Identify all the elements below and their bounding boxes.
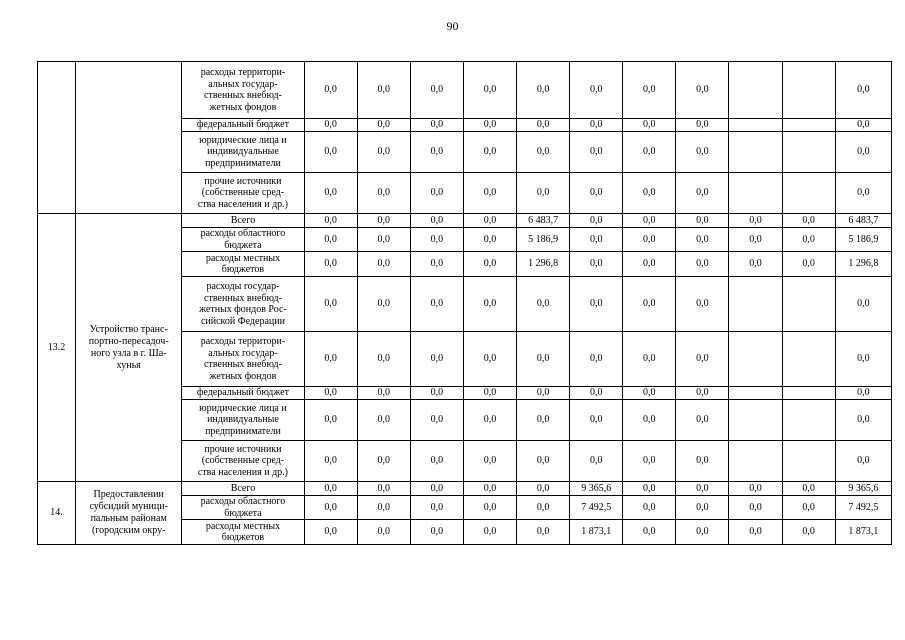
value-cell: 0,0 (463, 400, 516, 441)
value-cell: 0,0 (463, 387, 516, 400)
value-cell: 0,0 (676, 332, 729, 387)
value-cell: 0,0 (676, 496, 729, 520)
value-cell: 0,0 (410, 228, 463, 252)
value-cell: 0,0 (782, 252, 835, 277)
value-cell: 0,0 (463, 482, 516, 496)
funding-source: расходы территори- альных государ- ственных внебюд- жетных фондов (182, 332, 304, 387)
total-cell: 0,0 (835, 332, 891, 387)
funding-source: расходы областного бюджета (182, 496, 304, 520)
value-cell: 0,0 (463, 520, 516, 545)
value-cell: 0,0 (570, 132, 623, 173)
value-cell: 0,0 (623, 441, 676, 482)
item-number: 14. (38, 482, 76, 545)
funding-source: прочие источники (собственные сред- ства населения и др.) (182, 441, 304, 482)
total-cell: 0,0 (835, 119, 891, 132)
value-cell: 0,0 (410, 482, 463, 496)
value-cell: 0,0 (517, 520, 570, 545)
value-cell: 0,0 (782, 228, 835, 252)
value-cell: 0,0 (517, 441, 570, 482)
value-cell: 0,0 (570, 332, 623, 387)
value-cell: 5 186,9 (517, 228, 570, 252)
value-cell: 0,0 (463, 332, 516, 387)
value-cell: 0,0 (570, 441, 623, 482)
value-cell: 0,0 (463, 228, 516, 252)
value-cell: 0,0 (623, 387, 676, 400)
value-cell: 0,0 (517, 132, 570, 173)
value-cell: 0,0 (676, 387, 729, 400)
table-row (38, 214, 892, 228)
value-cell: 0,0 (463, 173, 516, 214)
value-cell (782, 332, 835, 387)
financing-table (37, 61, 892, 545)
value-cell: 0,0 (517, 277, 570, 332)
value-cell: 0,0 (782, 482, 835, 496)
item-number (38, 62, 76, 214)
value-cell: 0,0 (304, 132, 357, 173)
item-name: Устройство транс- портно-пересадоч- ного узла в г. Ша- хунья (76, 214, 182, 482)
value-cell: 0,0 (357, 228, 410, 252)
funding-source: Всего (182, 482, 304, 496)
value-cell: 0,0 (357, 62, 410, 119)
value-cell: 0,0 (357, 332, 410, 387)
value-cell: 0,0 (623, 400, 676, 441)
value-cell: 0,0 (410, 62, 463, 119)
funding-source: прочие источники (собственные сред- ства населения и др.) (182, 173, 304, 214)
value-cell: 0,0 (304, 400, 357, 441)
value-cell (729, 332, 782, 387)
value-cell: 0,0 (304, 277, 357, 332)
value-cell: 0,0 (676, 277, 729, 332)
funding-source: юридические лица и индивидуальные предприниматели (182, 132, 304, 173)
value-cell: 0,0 (410, 400, 463, 441)
total-cell: 7 492,5 (835, 496, 891, 520)
value-cell: 0,0 (304, 496, 357, 520)
value-cell: 0,0 (517, 400, 570, 441)
value-cell: 0,0 (410, 520, 463, 545)
funding-source: Всего (182, 214, 304, 228)
total-cell: 6 483,7 (835, 214, 891, 228)
value-cell: 1 296,8 (517, 252, 570, 277)
value-cell (782, 132, 835, 173)
value-cell (782, 62, 835, 119)
value-cell: 0,0 (676, 252, 729, 277)
value-cell: 0,0 (676, 520, 729, 545)
value-cell: 0,0 (517, 119, 570, 132)
value-cell: 0,0 (410, 132, 463, 173)
value-cell: 0,0 (304, 441, 357, 482)
value-cell (782, 173, 835, 214)
value-cell: 0,0 (357, 441, 410, 482)
value-cell: 0,0 (570, 252, 623, 277)
funding-source: расходы местных бюджетов (182, 520, 304, 545)
value-cell: 0,0 (729, 496, 782, 520)
value-cell (729, 441, 782, 482)
value-cell: 0,0 (357, 277, 410, 332)
value-cell: 0,0 (623, 496, 676, 520)
value-cell: 0,0 (357, 482, 410, 496)
value-cell: 0,0 (570, 277, 623, 332)
value-cell: 0,0 (304, 214, 357, 228)
value-cell: 0,0 (623, 482, 676, 496)
value-cell: 0,0 (676, 400, 729, 441)
value-cell: 0,0 (570, 62, 623, 119)
total-cell: 0,0 (835, 400, 891, 441)
value-cell: 0,0 (463, 132, 516, 173)
value-cell: 0,0 (570, 173, 623, 214)
value-cell (729, 387, 782, 400)
value-cell: 0,0 (304, 482, 357, 496)
value-cell: 0,0 (357, 173, 410, 214)
value-cell: 0,0 (570, 214, 623, 228)
value-cell: 0,0 (517, 332, 570, 387)
value-cell: 0,0 (729, 228, 782, 252)
value-cell: 0,0 (304, 332, 357, 387)
value-cell: 0,0 (410, 387, 463, 400)
value-cell: 0,0 (782, 214, 835, 228)
page-number: 90 (446, 19, 459, 33)
value-cell: 0,0 (410, 119, 463, 132)
value-cell: 0,0 (676, 482, 729, 496)
value-cell: 0,0 (304, 119, 357, 132)
value-cell (782, 441, 835, 482)
value-cell: 0,0 (410, 252, 463, 277)
value-cell: 0,0 (463, 119, 516, 132)
value-cell: 0,0 (676, 173, 729, 214)
value-cell (782, 277, 835, 332)
value-cell: 1 873,1 (570, 520, 623, 545)
funding-source: расходы местных бюджетов (182, 252, 304, 277)
value-cell: 0,0 (570, 400, 623, 441)
value-cell: 0,0 (623, 277, 676, 332)
value-cell: 0,0 (570, 119, 623, 132)
value-cell: 0,0 (304, 252, 357, 277)
value-cell (729, 119, 782, 132)
total-cell: 0,0 (835, 387, 891, 400)
value-cell: 0,0 (304, 387, 357, 400)
value-cell (729, 62, 782, 119)
table-row (38, 482, 892, 496)
item-name: Предоставлении субсидий муници- пальным районам (городским окру- (76, 482, 182, 545)
value-cell: 0,0 (570, 387, 623, 400)
value-cell: 0,0 (463, 62, 516, 119)
value-cell: 0,0 (304, 173, 357, 214)
value-cell: 0,0 (463, 496, 516, 520)
total-cell: 0,0 (835, 441, 891, 482)
value-cell: 0,0 (410, 214, 463, 228)
value-cell: 0,0 (623, 173, 676, 214)
value-cell: 0,0 (623, 228, 676, 252)
total-cell: 5 186,9 (835, 228, 891, 252)
value-cell: 0,0 (304, 62, 357, 119)
value-cell: 0,0 (517, 482, 570, 496)
value-cell: 0,0 (410, 496, 463, 520)
value-cell: 0,0 (410, 332, 463, 387)
value-cell: 0,0 (357, 252, 410, 277)
value-cell: 0,0 (570, 228, 623, 252)
value-cell: 0,0 (357, 214, 410, 228)
value-cell: 0,0 (729, 520, 782, 545)
total-cell: 0,0 (835, 132, 891, 173)
value-cell: 0,0 (357, 119, 410, 132)
value-cell: 0,0 (357, 387, 410, 400)
value-cell (729, 132, 782, 173)
total-cell: 1 296,8 (835, 252, 891, 277)
value-cell: 0,0 (676, 228, 729, 252)
total-cell: 0,0 (835, 277, 891, 332)
total-cell: 1 873,1 (835, 520, 891, 545)
value-cell (782, 119, 835, 132)
value-cell: 0,0 (357, 520, 410, 545)
funding-source: федеральный бюджет (182, 387, 304, 400)
value-cell: 0,0 (463, 277, 516, 332)
value-cell: 0,0 (463, 214, 516, 228)
value-cell: 0,0 (676, 119, 729, 132)
value-cell: 0,0 (782, 520, 835, 545)
total-cell: 0,0 (835, 62, 891, 119)
value-cell: 0,0 (676, 441, 729, 482)
funding-source: расходы государ- ственных внебюд- жетных фондов Рос- сийской Федерации (182, 277, 304, 332)
value-cell: 0,0 (729, 252, 782, 277)
total-cell: 9 365,6 (835, 482, 891, 496)
value-cell: 0,0 (676, 214, 729, 228)
value-cell: 0,0 (623, 520, 676, 545)
value-cell: 0,0 (517, 62, 570, 119)
value-cell: 0,0 (463, 441, 516, 482)
item-name (76, 62, 182, 214)
value-cell: 9 365,6 (570, 482, 623, 496)
value-cell: 0,0 (463, 252, 516, 277)
funding-source: расходы территори- альных государ- ственных внебюд- жетных фондов (182, 62, 304, 119)
value-cell: 0,0 (729, 214, 782, 228)
value-cell (729, 400, 782, 441)
value-cell: 0,0 (623, 119, 676, 132)
table-row (38, 62, 892, 119)
value-cell: 0,0 (410, 173, 463, 214)
value-cell: 0,0 (676, 62, 729, 119)
value-cell: 0,0 (410, 441, 463, 482)
value-cell: 0,0 (623, 62, 676, 119)
value-cell: 0,0 (517, 173, 570, 214)
total-cell: 0,0 (835, 173, 891, 214)
funding-source: расходы областного бюджета (182, 228, 304, 252)
value-cell: 0,0 (623, 132, 676, 173)
funding-source: федеральный бюджет (182, 119, 304, 132)
value-cell: 0,0 (357, 132, 410, 173)
value-cell: 0,0 (623, 332, 676, 387)
value-cell: 0,0 (623, 252, 676, 277)
value-cell (729, 277, 782, 332)
value-cell (782, 387, 835, 400)
value-cell: 0,0 (304, 228, 357, 252)
value-cell: 0,0 (517, 387, 570, 400)
value-cell: 0,0 (729, 482, 782, 496)
value-cell: 0,0 (357, 496, 410, 520)
funding-source: юридические лица и индивидуальные предприниматели (182, 400, 304, 441)
value-cell: 6 483,7 (517, 214, 570, 228)
value-cell: 7 492,5 (570, 496, 623, 520)
value-cell: 0,0 (304, 520, 357, 545)
value-cell: 0,0 (782, 496, 835, 520)
value-cell: 0,0 (410, 277, 463, 332)
value-cell: 0,0 (676, 132, 729, 173)
item-number: 13.2 (38, 214, 76, 482)
value-cell: 0,0 (623, 214, 676, 228)
value-cell: 0,0 (517, 496, 570, 520)
value-cell (782, 400, 835, 441)
value-cell: 0,0 (357, 400, 410, 441)
value-cell (729, 173, 782, 214)
